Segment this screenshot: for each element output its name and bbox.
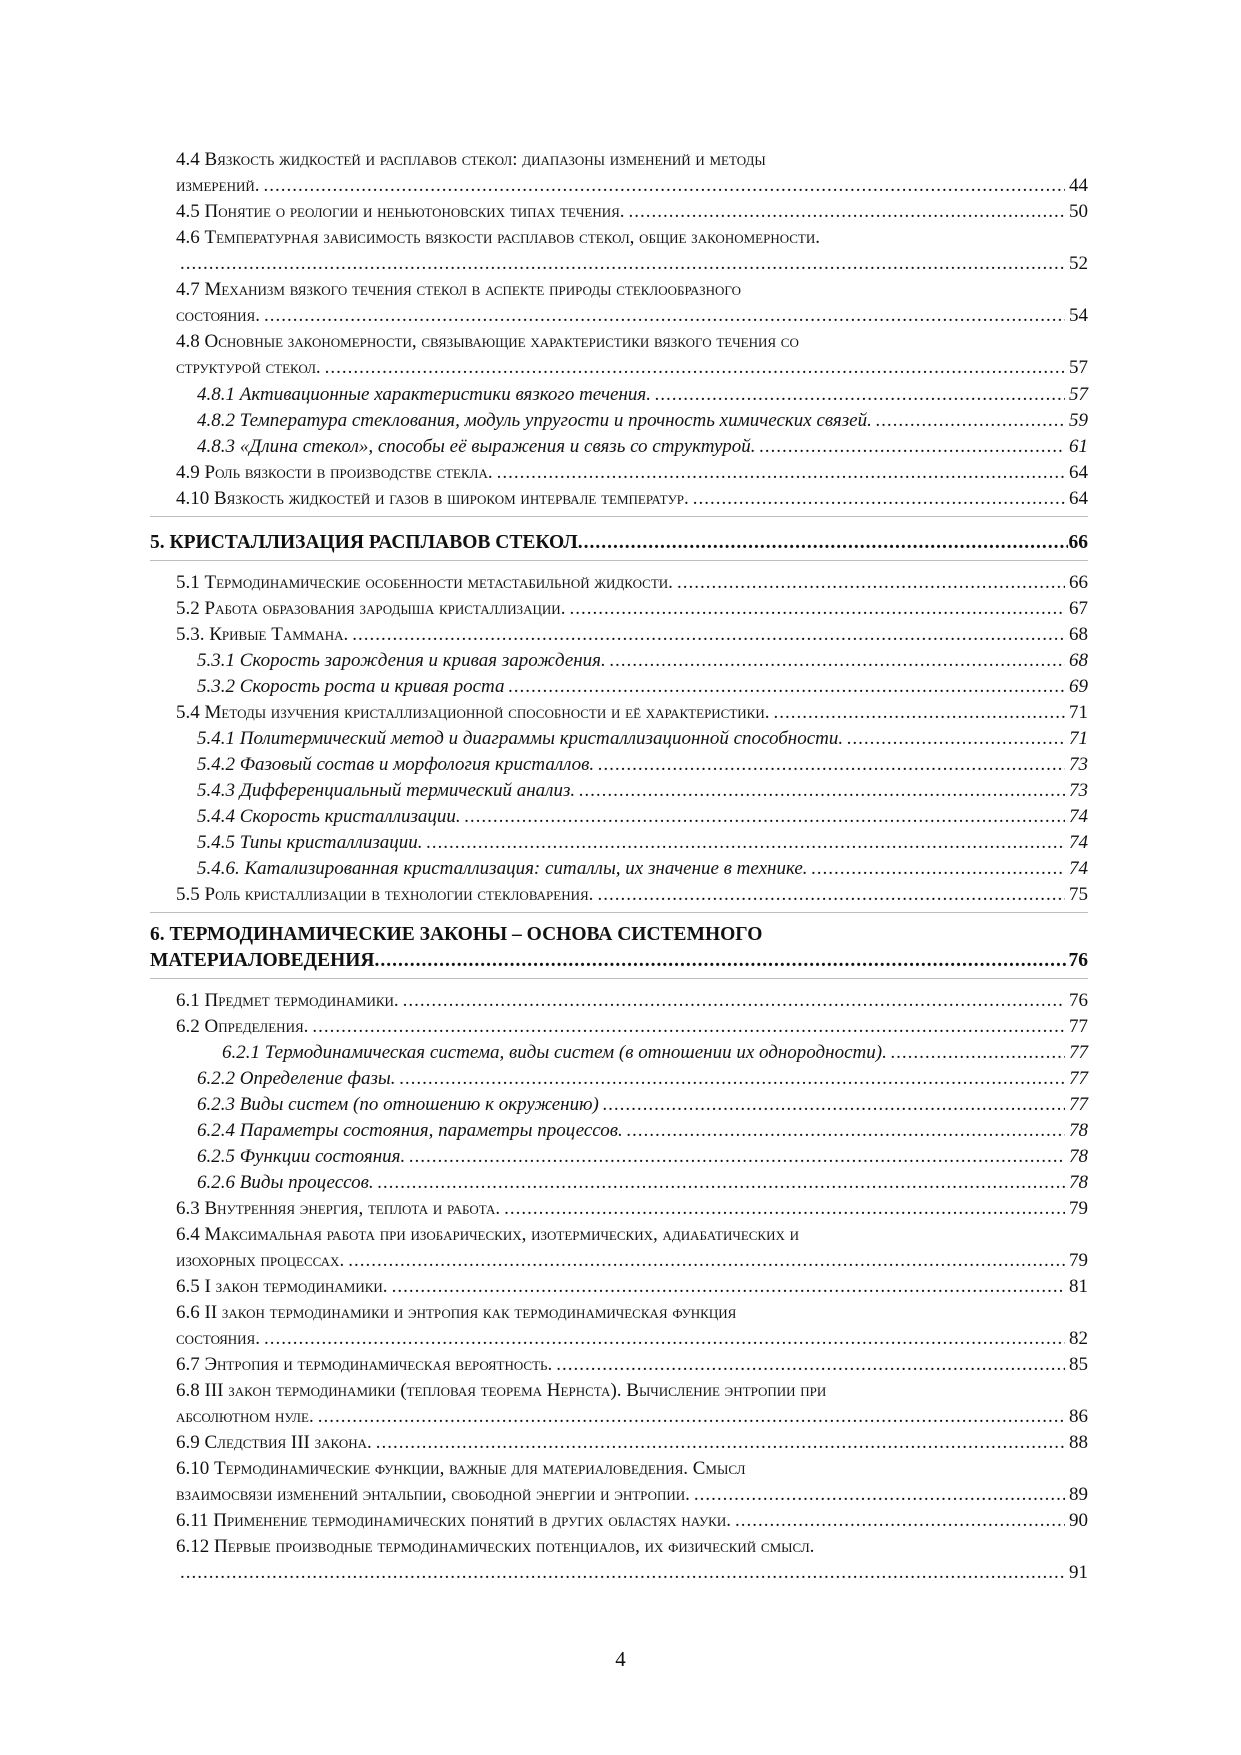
toc-entry-title: 6.1 Предмет термодинамики. — [176, 990, 399, 1011]
divider — [150, 516, 1088, 517]
toc-page-number: 86 — [1069, 1406, 1088, 1427]
toc-entry-4-4-line1: 4.4 Вязкость жидкостей и расплавов стекол: диапазоны изменений и методы — [176, 149, 766, 170]
toc-entry-title: 6.2.6 Виды процессов. — [197, 1172, 374, 1193]
toc-entry-title: измерений. — [176, 175, 260, 196]
dot-leader — [677, 570, 1065, 596]
toc-entry-4-8-1[interactable] — [197, 382, 1088, 408]
toc-page-number: 69 — [1069, 676, 1088, 697]
toc-page-number: 85 — [1069, 1354, 1088, 1375]
dot-leader — [348, 1248, 1065, 1274]
toc-chapter-6-line1: 6. ТЕРМОДИНАМИЧЕСКИЕ ЗАКОНЫ – ОСНОВА СИСТЕМНОГО — [150, 924, 763, 945]
toc-entry-title: 5.1 Термодинамические особенности метастабильной жидкости. — [176, 572, 673, 593]
dot-leader — [891, 1040, 1065, 1066]
toc-entry-5-4-4[interactable] — [197, 804, 1088, 830]
toc-page-number: 82 — [1069, 1328, 1088, 1349]
toc-entry-title: 5.5 Роль кристаллизации в технологии стекловарения. — [176, 884, 594, 905]
dot-leader — [569, 596, 1065, 622]
toc-page-number: 81 — [1069, 1276, 1088, 1297]
dot-leader — [392, 1274, 1065, 1300]
toc-entry-title: 5.4.2 Фазовый состав и морфология кристаллов. — [197, 754, 595, 775]
dot-leader — [556, 1352, 1065, 1378]
toc-entry-6-3[interactable] — [176, 1196, 1088, 1222]
toc-page-number: 71 — [1069, 702, 1088, 723]
toc-entry-6-2-5[interactable] — [197, 1144, 1088, 1170]
divider — [150, 560, 1088, 561]
toc-page-number: 78 — [1069, 1172, 1088, 1193]
toc-entry-title: структурой стекол. — [176, 357, 321, 378]
toc-entry-title: 5.3.1 Скорость зарождения и кривая зарождения. — [197, 650, 606, 671]
toc-entry-title: 5.4.6. Катализированная кристаллизация: ситаллы, их значение в технике. — [197, 858, 808, 879]
toc-page-number: 54 — [1069, 305, 1088, 326]
toc-entry-5-4-2[interactable] — [197, 752, 1088, 778]
toc-entry-4-9[interactable] — [176, 460, 1088, 486]
toc-entry-4-8-line1: 4.8 Основные закономерности, связывающие характеристики вязкого течения со — [176, 331, 799, 352]
toc-page-number: 79 — [1069, 1198, 1088, 1219]
toc-entry-4-5[interactable] — [176, 199, 1088, 225]
toc-entry-5-4-3[interactable] — [197, 778, 1088, 804]
dot-leader — [318, 1404, 1065, 1430]
toc-entry-4-8[interactable] — [176, 355, 1088, 381]
toc-entry-6-9[interactable] — [176, 1430, 1088, 1456]
toc-page-number: 79 — [1069, 1250, 1088, 1271]
dot-leader — [180, 1560, 1065, 1586]
toc-entry-4-7[interactable] — [176, 303, 1088, 329]
toc-entry-title: 5.4.5 Типы кристаллизации. — [197, 832, 423, 853]
toc-entry-title: 5.4.3 Дифференциальный термический анализ. — [197, 780, 576, 801]
toc-page-number: 90 — [1069, 1510, 1088, 1531]
toc-page-number: 64 — [1069, 488, 1088, 509]
toc-entry-title: 6.2.3 Виды систем (по отношению к окружению) — [197, 1094, 599, 1115]
toc-entry-5-2[interactable] — [176, 596, 1088, 622]
toc-entry-title: 5.2 Работа образования зародыша кристаллизации. — [176, 598, 566, 619]
dot-leader — [380, 948, 1067, 974]
toc-entry-title: взаимосвязи изменений энтальпии, свободной энергии и энтропии. — [176, 1484, 690, 1505]
dot-leader — [264, 173, 1066, 199]
toc-entry-title: 6.3 Внутренняя энергия, теплота и работа. — [176, 1198, 501, 1219]
dot-leader — [427, 830, 1066, 856]
toc-entry-5-4-1[interactable] — [197, 726, 1088, 752]
toc-page-number: 61 — [1069, 436, 1088, 457]
toc-entry-6-2[interactable] — [176, 1014, 1088, 1040]
toc-entry-6-2-4[interactable] — [197, 1118, 1088, 1144]
toc-entry-6-4[interactable] — [176, 1248, 1088, 1274]
toc-page-number: 77 — [1069, 1068, 1088, 1089]
toc-page-number: 74 — [1069, 806, 1088, 827]
toc-entry-4-6-line1: 4.6 Температурная зависимость вязкости расплавов стекол, общие закономерности. — [176, 227, 821, 248]
toc-entry-5-3-2[interactable] — [197, 674, 1088, 700]
dot-leader — [603, 1092, 1065, 1118]
toc-entry-6-6[interactable] — [176, 1326, 1088, 1352]
toc-entry-title: 6.2.1 Термодинамическая система, виды систем (в отношении их однородности). — [222, 1042, 887, 1063]
toc-entry-title: 4.5 Понятие о реологии и неньютоновских типах течения. — [176, 201, 625, 222]
toc-entry-4-8-2[interactable] — [197, 408, 1088, 434]
toc-page-number: 76 — [1069, 990, 1088, 1011]
toc-entry-5-1[interactable] — [176, 570, 1088, 596]
toc-entry-6-10[interactable] — [176, 1482, 1088, 1508]
toc-entry-title: 6.7 Энтропия и термодинамическая вероятность. — [176, 1354, 553, 1375]
toc-entry-6-10-line1: 6.10 Термодинамические функции, важные для материаловедения. Смысл — [176, 1458, 746, 1479]
toc-entry-6-6-line1: 6.6 II закон термодинамики и энтропия как термодинамическая функция — [176, 1302, 737, 1323]
toc-entry-4-10[interactable] — [176, 486, 1088, 512]
toc-entry-title: 5.4.1 Политермический метод и диаграммы кристаллизационной способности. — [197, 728, 844, 749]
toc-entry-title: 6.2 Определения. — [176, 1016, 309, 1037]
toc-entry-6-2-3[interactable] — [197, 1092, 1088, 1118]
dot-leader — [876, 408, 1065, 434]
toc-entry-title: 4.9 Роль вязкости в производстве стекла. — [176, 462, 493, 483]
toc-page-number: 73 — [1069, 780, 1088, 801]
dot-leader — [579, 778, 1065, 804]
toc-entry-6-2-6[interactable] — [197, 1170, 1088, 1196]
toc-entry-title: состояния. — [176, 1328, 260, 1349]
dot-leader — [325, 355, 1065, 381]
dot-leader — [497, 460, 1065, 486]
toc-entry-5-5[interactable] — [176, 882, 1088, 908]
toc-page-number: 76 — [1068, 950, 1088, 971]
toc-entry-4-4[interactable] — [176, 173, 1088, 199]
toc-entry-title: 4.8.2 Температура стеклования, модуль упругости и прочность химических связей. — [197, 410, 872, 431]
toc-page-number: 71 — [1069, 728, 1088, 749]
divider — [150, 978, 1088, 979]
dot-leader — [264, 1326, 1065, 1352]
toc-entry-6-2-2[interactable] — [197, 1066, 1088, 1092]
dot-leader — [352, 622, 1065, 648]
dot-leader — [629, 199, 1065, 225]
toc-chapter-5[interactable] — [150, 530, 1088, 556]
dot-leader — [465, 804, 1065, 830]
toc-entry-4-7-line1: 4.7 Механизм вязкого течения стекол в аспекте природы стеклообразного — [176, 279, 741, 300]
toc-page-number: 64 — [1069, 462, 1088, 483]
toc-page-number: 44 — [1069, 175, 1088, 196]
toc-entry-title: 6.2.4 Параметры состояния, параметры процессов. — [197, 1120, 623, 1141]
toc-page-number: 66 — [1068, 532, 1088, 553]
toc-page-number: 91 — [1069, 1562, 1088, 1583]
dot-leader — [264, 303, 1065, 329]
toc-entry-5-3-1[interactable] — [197, 648, 1088, 674]
toc-entry-6-2-1[interactable] — [222, 1040, 1088, 1066]
dot-leader — [378, 1170, 1065, 1196]
toc-entry-title: 6.5 I закон термодинамики. — [176, 1276, 388, 1297]
toc-entry-title: 4.8.1 Активационные характеристики вязкого течения. — [197, 384, 651, 405]
toc-entry-title: 6.9 Следствия III закона. — [176, 1432, 372, 1453]
toc-entry-6-4-line1: 6.4 Максимальная работа при изобарических, изотермических, адиабатических и — [176, 1224, 800, 1245]
toc-page-number: 74 — [1069, 832, 1088, 853]
toc-entry-4-8-3[interactable] — [197, 434, 1088, 460]
dot-leader — [597, 882, 1065, 908]
dot-leader — [312, 1014, 1065, 1040]
dot-leader — [409, 1144, 1065, 1170]
toc-entry-title: абсолютном нуле. — [176, 1406, 314, 1427]
dot-leader — [693, 486, 1065, 512]
toc-entry-title: 6.11 Применение термодинамических понятий в других областях науки. — [176, 1510, 731, 1531]
toc-entry-4-6[interactable] — [180, 251, 1088, 277]
toc-entry-title: 5. КРИСТАЛЛИЗАЦИЯ РАСПЛАВОВ СТЕКОЛ. — [150, 532, 583, 553]
toc-entry-title: 5.4 Методы изучения кристаллизационной способности и её характеристики. — [176, 702, 770, 723]
dot-leader — [584, 530, 1068, 556]
toc-page-number: 68 — [1069, 650, 1088, 671]
toc-entry-title: изохорных процессах. — [176, 1250, 345, 1271]
toc-entry-title: 4.8.3 «Длина стекол», способы её выражения и связь со структурой. — [197, 436, 756, 457]
dot-leader — [376, 1430, 1065, 1456]
dot-leader — [180, 251, 1065, 277]
toc-page-number: 59 — [1069, 410, 1088, 431]
dot-leader — [627, 1118, 1065, 1144]
toc-entry-title: 6.2.2 Определение фазы. — [197, 1068, 396, 1089]
toc-entry-5-4-6[interactable] — [197, 856, 1088, 882]
toc-page-number: 50 — [1069, 201, 1088, 222]
toc-page-number: 73 — [1069, 754, 1088, 775]
toc-entry-6-7[interactable] — [176, 1352, 1088, 1378]
toc-entry-title: МАТЕРИАЛОВЕДЕНИЯ. — [150, 950, 380, 971]
toc-page-number: 68 — [1069, 624, 1088, 645]
toc-page-number: 77 — [1069, 1042, 1088, 1063]
toc-entry-6-5[interactable] — [176, 1274, 1088, 1300]
dot-leader — [774, 700, 1066, 726]
toc-page-number: 74 — [1069, 858, 1088, 879]
toc-page-number: 77 — [1069, 1016, 1088, 1037]
toc-page-number: 88 — [1069, 1432, 1088, 1453]
dot-leader — [509, 674, 1066, 700]
dot-leader — [610, 648, 1065, 674]
toc-entry-6-11[interactable] — [176, 1508, 1088, 1534]
toc-page-number: 89 — [1069, 1484, 1088, 1505]
toc-page-number: 78 — [1069, 1146, 1088, 1167]
toc-page-number: 75 — [1069, 884, 1088, 905]
toc-page-number: 78 — [1069, 1120, 1088, 1141]
toc-entry-5-4-5[interactable] — [197, 830, 1088, 856]
toc-entry-6-1[interactable] — [176, 988, 1088, 1014]
toc-entry-title: 6.2.5 Функции состояния. — [197, 1146, 406, 1167]
dot-leader — [847, 726, 1065, 752]
toc-entry-6-8-line1: 6.8 III закон термодинамики (тепловая теорема Нернста). Вычисление энтропии при — [176, 1380, 827, 1401]
dot-leader — [403, 988, 1065, 1014]
dot-leader — [655, 382, 1065, 408]
toc-entry-title: 5.3. Кривые Таммана. — [176, 624, 349, 645]
divider — [150, 912, 1088, 913]
dot-leader — [598, 752, 1065, 778]
dot-leader — [400, 1066, 1065, 1092]
toc-page-number: 77 — [1069, 1094, 1088, 1115]
toc-entry-title: состояния. — [176, 305, 260, 326]
toc-entry-6-12[interactable] — [180, 1560, 1088, 1586]
toc-entry-title: 5.4.4 Скорость кристаллизации. — [197, 806, 461, 827]
toc-page-number: 52 — [1069, 253, 1088, 274]
toc-page-number: 66 — [1069, 572, 1088, 593]
dot-leader — [812, 856, 1065, 882]
toc-chapter-6[interactable] — [150, 948, 1088, 974]
toc-entry-5-3[interactable] — [176, 622, 1088, 648]
dot-leader — [504, 1196, 1065, 1222]
toc-entry-6-12-line1: 6.12 Первые производные термодинамических потенциалов, их физический смысл. — [176, 1536, 815, 1557]
toc-page-number: 57 — [1069, 384, 1088, 405]
toc-entry-title: 4.10 Вязкость жидкостей и газов в широком интервале температур. — [176, 488, 689, 509]
dot-leader — [759, 434, 1065, 460]
toc-page-number: 57 — [1069, 357, 1088, 378]
toc-entry-6-8[interactable] — [176, 1404, 1088, 1430]
dot-leader — [694, 1482, 1065, 1508]
toc-entry-title: 5.3.2 Скорость роста и кривая роста — [197, 676, 505, 697]
dot-leader — [735, 1508, 1065, 1534]
toc-entry-5-4[interactable] — [176, 700, 1088, 726]
page-number: 4 — [615, 1647, 626, 1671]
toc-page-number: 67 — [1069, 598, 1088, 619]
